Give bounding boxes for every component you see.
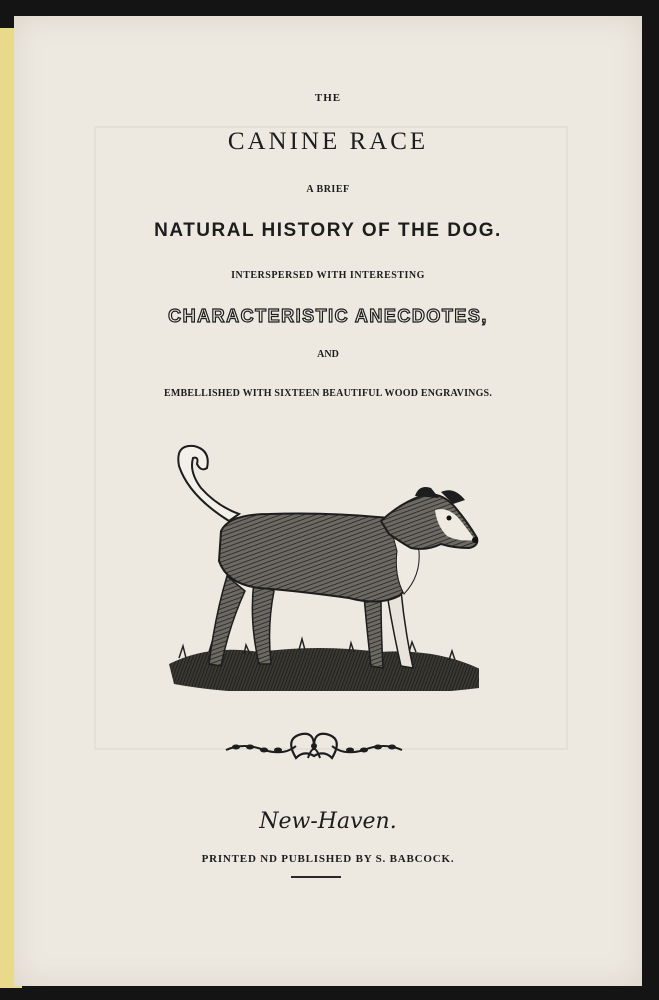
printer-line: PRINTED ND PUBLISHED BY S. BABCOCK. xyxy=(201,853,455,865)
the-line: THE xyxy=(314,92,342,104)
title-page xyxy=(14,16,642,986)
dog-engraving-icon xyxy=(149,426,479,691)
characteristic-line: CHARACTERISTIC ANECDOTES, xyxy=(168,306,488,326)
book-title: CANINE RACE xyxy=(227,128,429,155)
interspersed-line: INTERSPERSED WITH INTERESTING xyxy=(231,270,425,281)
floral-ornament-icon xyxy=(224,728,404,764)
publication-place: New-Haven. xyxy=(259,809,397,834)
embellished-line: EMBELLISHED WITH SIXTEEN BEAUTIFUL WOOD ENGRAVINGS. xyxy=(163,388,493,399)
and-line: AND xyxy=(317,349,339,360)
a-brief-line: A BRIEF xyxy=(306,184,350,195)
closing-rule xyxy=(291,876,341,878)
book-subtitle: NATURAL HISTORY OF THE DOG. xyxy=(154,220,502,241)
